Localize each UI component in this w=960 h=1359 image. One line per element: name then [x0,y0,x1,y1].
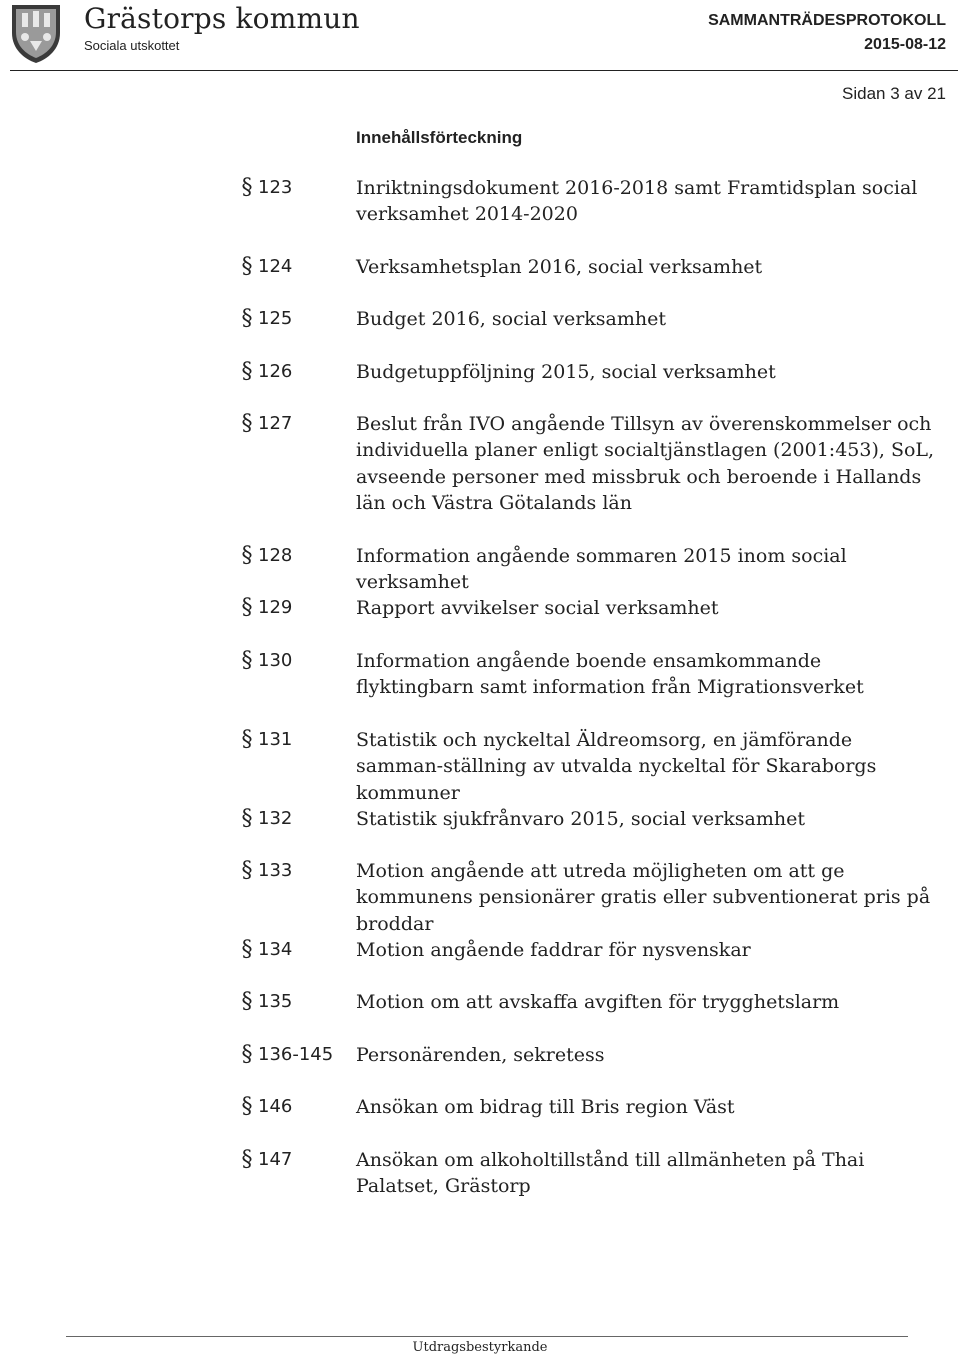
toc-heading: Innehållsförteckning [356,128,523,147]
item-title: Motion om att avskaffa avgiften för trygghetslarm [356,991,840,1013]
paragraph-number: 133 [258,860,293,881]
section-sign: § [241,1147,253,1172]
item-title: Rapport avvikelser social verksamhet [356,597,719,619]
paragraph-number: 123 [258,177,293,198]
footer-divider [66,1336,908,1337]
section-sign: § [241,175,253,200]
item-title: Personärenden, sekretess [356,1044,605,1066]
item-title: Ansökan om alkoholtillstånd till allmänheten på Thai Palatset, Grästorp [356,1149,865,1198]
section-sign: § [241,727,253,752]
document-type: SAMMANTRÄDESPROTOKOLL [708,12,946,29]
item-title: Inriktningsdokument 2016-2018 samt Framtidsplan social verksamhet 2014-2020 [356,177,918,226]
page-number: Sidan 3 av 21 [842,84,946,103]
paragraph-number: 128 [258,545,293,566]
section-sign: § [241,359,253,384]
header-divider [10,70,958,71]
section-sign: § [241,937,253,962]
section-sign: § [241,989,253,1014]
committee-name: Sociala utskottet [84,38,180,53]
paragraph-number: 136-145 [258,1044,334,1065]
section-sign: § [241,411,253,436]
section-sign: § [241,306,253,331]
municipal-coat-of-arms-icon [10,3,62,65]
page-header [0,0,960,70]
paragraph-number: 124 [258,256,293,277]
section-sign: § [241,648,253,673]
item-title: Statistik sjukfrånvaro 2015, social verksamhet [356,808,805,830]
certification-label: Utdragsbestyrkande [412,1340,548,1355]
item-title: Information angående sommaren 2015 inom social verksamhet [356,545,847,594]
paragraph-number: 130 [258,650,293,671]
paragraph-number: 146 [258,1096,293,1117]
section-sign: § [241,543,253,568]
paragraph-number: 134 [258,939,293,960]
section-sign: § [241,1094,253,1119]
paragraph-number: 131 [258,729,293,750]
item-title: Verksamhetsplan 2016, social verksamhet [356,256,763,278]
item-title: Ansökan om bidrag till Bris region Väst [356,1096,735,1118]
paragraph-number: 127 [258,413,293,434]
section-sign: § [241,254,253,279]
paragraph-number: 125 [258,308,293,329]
item-title: Information angående boende ensamkommande flyktingbarn samt information från Migrationsverket [356,650,864,699]
meeting-date: 2015-08-12 [864,36,946,53]
item-title: Budgetuppföljning 2015, social verksamhet [356,361,776,383]
paragraph-number: 135 [258,991,293,1012]
item-title: Beslut från IVO angående Tillsyn av överenskommelser och individuella planer enligt socialtjänstlagen (2001:453), SoL, avseende personer med missbruk och beroende i Hallands län och Västra Götalands län [356,413,935,514]
section-sign: § [241,595,253,620]
organization-name: Grästorps kommun [84,2,360,35]
item-title: Motion angående faddrar för nysvenskar [356,939,751,961]
section-sign: § [241,1042,253,1067]
paragraph-number: 132 [258,808,293,829]
paragraph-number: 129 [258,597,293,618]
item-title: Motion angående att utreda möjligheten om att ge kommunens pensionärer gratis eller subventionerat pris på broddar [356,860,931,935]
section-sign: § [241,858,253,883]
item-title: Statistik och nyckeltal Äldreomsorg, en jämförande samman-ställning av utvalda nyckeltal för Skaraborgs kommuner [356,729,877,804]
item-title: Budget 2016, social verksamhet [356,308,667,330]
paragraph-number: 147 [258,1149,293,1170]
section-sign: § [241,806,253,831]
paragraph-number: 126 [258,361,293,382]
